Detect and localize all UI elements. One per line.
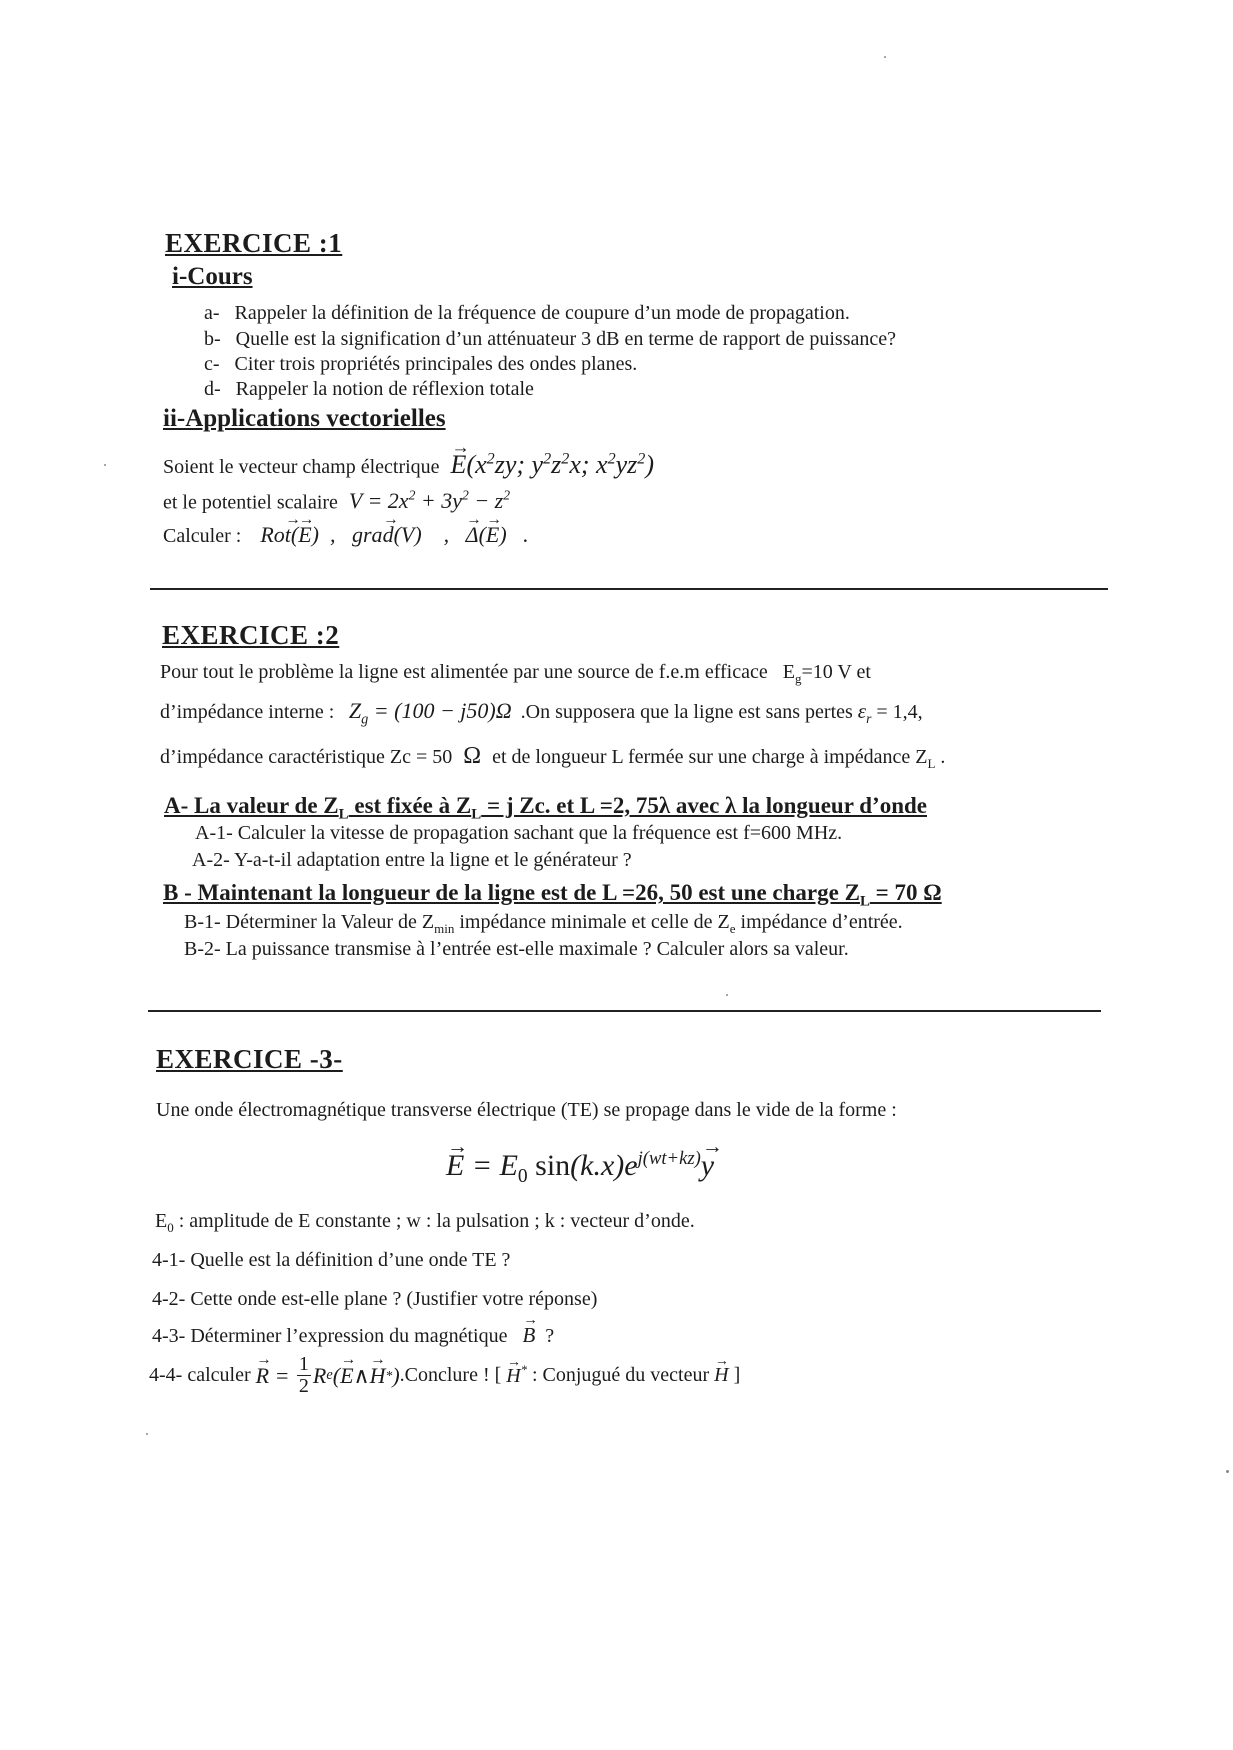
source-impedance-formula: $Z_g = (100 - j50)\Omega$ [343,698,512,728]
cours-item-c [204,353,637,376]
scan-speck [1226,1470,1229,1473]
cours-item-d [204,378,534,401]
calculate-line: Calculer : Ro→ t(→ E) , gra→ d(V) , → Δ(→ E) . [163,522,529,548]
item-letter: c- [204,353,220,375]
cours-subtitle: i-Cours [172,263,253,290]
exercise-2-title: EXERCICE :2 [162,620,340,650]
scan-speck [146,1433,148,1435]
question-a2: A-2- Y-a-t-il adaptation entre la ligne et le générateur ? [192,849,632,871]
scan-speck [726,994,728,996]
item-text: Rappeler la notion de réflexion totale [235,378,534,400]
item-text: Citer trois propriétés principales des ondes planes. [234,353,638,375]
question-b1: B-1- Déterminer la Valeur de $Z_{min}$ impédance minimale et celle de $Z_e$ impédance d’entrée. [184,911,903,936]
item-letter: a- [204,302,220,324]
question-4-1: 4-1- Quelle est la définition d’une onde TE ? [152,1249,511,1271]
scan-speck [884,56,886,58]
cours-item-a [204,302,850,325]
part-b-title: B - Maintenant la longueur de la ligne est de L =26, 50 est une charge $Z_L = 70$ Ω [163,880,942,910]
applications-subtitle: ii-Applications vectorielles [163,405,446,432]
question-4-2: 4-2- Cette onde est-elle plane ? (Justifier votre réponse) [152,1288,598,1310]
ex2-paragraph-line2: d’impédance interne : $Z_g = (100 - j50)\Omega$ .On supposera que la ligne est sans pertes $\varepsilon_r = 1,4$, [160,698,923,728]
vector-field-formula: → $E(x^2zy$; $y^2z^2x$; $x^2yz^2$) [451,450,654,479]
electric-field-equation: → $E = E_0$ $\sin(k.x)e^{j(wt+kz)}\to y$ [446,1148,714,1188]
scan-speck [104,464,106,466]
potential-formula: $V = 2x^2 + 3y^2 - z^2$ [348,488,511,514]
cours-item-b [204,328,896,351]
ex3-legend: $E_0$ : amplitude de E constante ; w : la pulsation ; k : vecteur d’onde. [155,1210,695,1235]
item-text: Quelle est la signification d’un atténuateur 3 dB en terme de rapport de puissance? [235,328,896,350]
separator-line [148,1010,1101,1012]
question-b2: B-2- La puissance transmise à l’entrée est-elle maximale ? Calculer alors sa valeur. [184,938,849,960]
item-letter: b- [204,328,221,350]
vector-field-line: Soient le vecteur champ électrique → $E(x^2zy$; $y^2z^2x$; $x^2yz^2$) [163,450,654,480]
operators-formula: Ro→ t(→ E) , gra→ d(V) , → Δ(→ E) . [260,522,528,547]
exercise-3-title: EXERCICE -3- [156,1044,343,1074]
item-text: Rappeler la définition de la fréquence de coupure d’un mode de propagation. [234,302,850,324]
separator-line [150,588,1108,590]
poynting-formula: → R = $\frac{1}{2}$ R e ( → E ∧ → H * ) [256,1354,400,1397]
ex3-intro: Une onde électromagnétique transverse électrique (TE) se propage dans le vide de la forme : [156,1099,897,1121]
question-a1: A-1- Calculer la vitesse de propagation sachant que la fréquence est f=600 MHz. [195,822,843,844]
question-4-3: 4-3- Déterminer l’expression du magnétique → B ? [152,1323,554,1348]
ex2-paragraph-line1: Pour tout le problème la ligne est alimentée par une source de f.e.m efficace $E_g=10$ V et [160,661,871,686]
question-4-4: 4-4- calculer → R = $\frac{1}{2}$ R e ( → E ∧ → H * ) .Conclure ! [ → H* : Conjugué du vecteur → H ] [149,1354,740,1397]
exercise-1-title: EXERCICE :1 [165,228,343,258]
item-letter: d- [204,378,221,400]
scalar-potential-line: et le potentiel scalaire $V = 2x^2 + 3y^2 - z^2$ [163,488,511,514]
part-a-title: A- La valeur de $Z_L$ est fixée à $Z_L = j$ Zc. et L =2, 75λ avec λ la longueur d’onde [164,793,927,823]
ex2-paragraph-line3: d’impédance caractéristique Zc = 50 Ω et de longueur L fermée sur une charge à impédance $Z_L$ . [160,743,946,771]
